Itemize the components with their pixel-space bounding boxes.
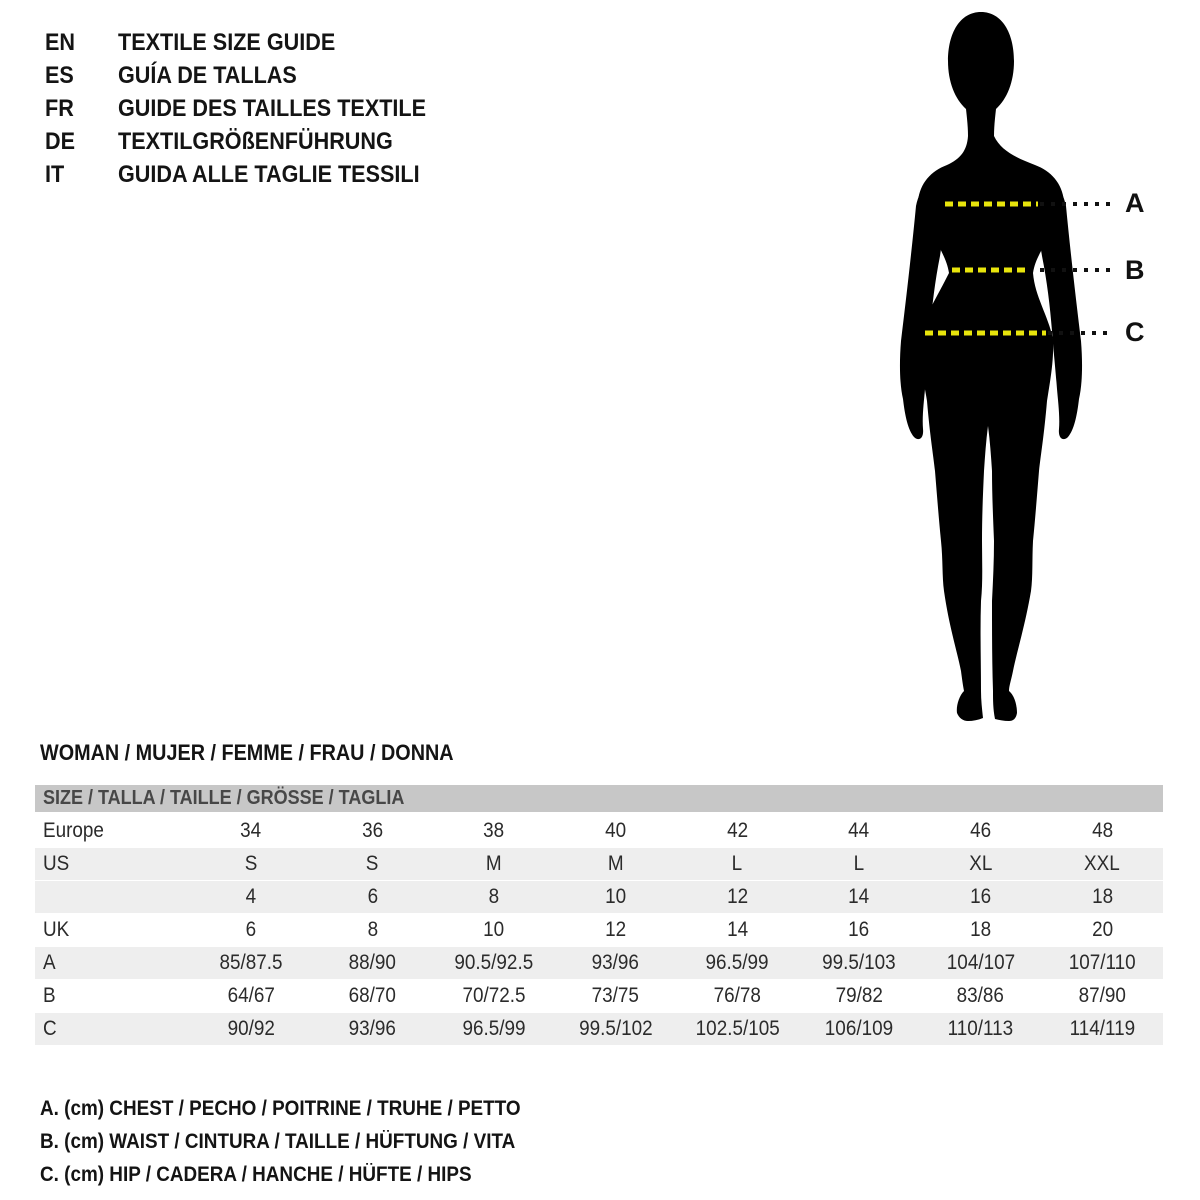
table-cell: 8	[488, 885, 500, 908]
section-title: WOMAN / MUJER / FEMME / FRAU / DONNA	[40, 740, 454, 765]
table-cell: 16	[970, 885, 992, 908]
table-row	[35, 980, 1163, 1012]
table-cell: 44	[848, 819, 870, 842]
language-row	[45, 158, 460, 191]
table-cell: 10	[483, 918, 505, 941]
size-table	[35, 785, 1163, 1046]
language-code: DE	[45, 128, 76, 155]
table-cell: 42	[726, 819, 748, 842]
table-cell: 40	[605, 819, 627, 842]
legend-line-hip: C. (cm) HIP / CADERA / HANCHE / HÜFTE / HIPS	[40, 1163, 472, 1186]
table-cell: 20	[1091, 918, 1113, 941]
table-cell: 114/119	[1069, 1017, 1135, 1040]
table-cell: 38	[483, 819, 505, 842]
language-row	[45, 125, 460, 158]
table-cell: L	[732, 852, 743, 875]
table-cell: 64/67	[227, 984, 275, 1007]
row-label: C	[43, 1017, 57, 1040]
table-cell: 14	[726, 918, 748, 941]
table-cell: 99.5/103	[822, 951, 896, 974]
legend-line-waist: B. (cm) WAIST / CINTURA / TAILLE / HÜFTUNG / VITA	[40, 1130, 516, 1153]
table-cell: 18	[970, 918, 992, 941]
table-cell: 36	[361, 819, 383, 842]
table-cell: 68/70	[348, 984, 397, 1007]
table-cell: 102.5/105	[695, 1017, 780, 1040]
marker-label-chest: A	[1125, 188, 1145, 218]
language-code: ES	[45, 62, 74, 89]
table-row	[35, 881, 1163, 913]
table-cell: 10	[605, 885, 627, 908]
language-list	[45, 26, 460, 191]
table-cell: 70/72.5	[462, 984, 526, 1007]
table-cell: 76/78	[713, 984, 761, 1007]
table-cell: 88/90	[348, 951, 397, 974]
table-cell: 85/87.5	[219, 951, 283, 974]
table-cell: 90.5/92.5	[454, 951, 534, 974]
table-cell: 34	[240, 819, 262, 842]
row-label: US	[43, 852, 70, 875]
language-row	[45, 26, 460, 59]
table-cell: 12	[605, 918, 627, 941]
table-cell: 16	[848, 918, 870, 941]
row-label: A	[43, 951, 56, 974]
table-cell: 99.5/102	[578, 1017, 653, 1040]
table-cell: L	[853, 852, 865, 875]
table-row	[35, 1013, 1163, 1045]
table-cell: 46	[970, 819, 992, 842]
table-cell: 79/82	[835, 984, 883, 1007]
table-cell: XL	[969, 852, 993, 875]
table-cell: 6	[245, 918, 257, 941]
table-cell: S	[366, 852, 379, 875]
language-code: IT	[45, 161, 65, 188]
language-label: TEXTILGRÖßENFÜHRUNG	[118, 128, 393, 155]
language-label: GUÍA DE TALLAS	[118, 62, 297, 89]
language-label: TEXTILE SIZE GUIDE	[118, 29, 336, 56]
language-code: FR	[45, 95, 74, 122]
table-cell: 96.5/99	[462, 1017, 526, 1040]
language-label: GUIDE DES TAILLES TEXTILE	[118, 95, 427, 122]
language-label: GUIDA ALLE TAGLIE TESSILI	[118, 161, 420, 188]
row-label: UK	[43, 918, 70, 941]
table-cell: 6	[367, 885, 378, 908]
table-cell: 90/92	[227, 1017, 275, 1040]
table-row	[35, 914, 1163, 946]
table-cell: M	[486, 852, 502, 875]
table-cell: 14	[848, 885, 870, 908]
table-cell: 83/86	[956, 984, 1005, 1007]
measurement-legend	[40, 1092, 574, 1191]
row-label: Europe	[43, 819, 104, 842]
table-cell: 107/110	[1068, 951, 1136, 974]
table-cell: 12	[726, 885, 748, 908]
table-cell: 104/107	[946, 951, 1015, 974]
legend-line-chest: A. (cm) CHEST / PECHO / POITRINE / TRUHE / PETTO	[40, 1097, 521, 1120]
table-cell: 96.5/99	[705, 951, 769, 974]
table-cell: 73/75	[592, 984, 640, 1007]
row-label: B	[43, 984, 56, 1007]
table-cell: 87/90	[1078, 984, 1126, 1007]
table-cell: 18	[1091, 885, 1113, 908]
table-cell: XXL	[1084, 852, 1121, 875]
table-cell: 106/109	[824, 1017, 894, 1040]
marker-label-hip: C	[1125, 317, 1145, 347]
language-row	[45, 59, 460, 92]
table-cell: S	[244, 852, 258, 875]
table-cell: 8	[367, 918, 378, 941]
woman-silhouette-body	[918, 12, 1064, 721]
table-row	[35, 947, 1163, 979]
table-cell: 93/96	[592, 951, 640, 974]
marker-label-waist: B	[1125, 255, 1145, 285]
table-row	[35, 815, 1163, 847]
table-cell: 110/113	[947, 1017, 1014, 1040]
size-table-rows	[35, 815, 1163, 1045]
table-cell: 4	[245, 885, 257, 908]
table-cell: M	[607, 852, 624, 875]
table-row	[35, 848, 1163, 880]
language-code: EN	[45, 29, 76, 56]
size-table-header: SIZE / TALLA / TAILLE / GRÖSSE / TAGLIA	[35, 785, 1163, 812]
language-row	[45, 92, 460, 125]
woman-figure	[870, 0, 1200, 760]
row-label	[35, 881, 190, 913]
table-cell: 48	[1091, 819, 1113, 842]
table-cell: 93/96	[348, 1017, 397, 1040]
